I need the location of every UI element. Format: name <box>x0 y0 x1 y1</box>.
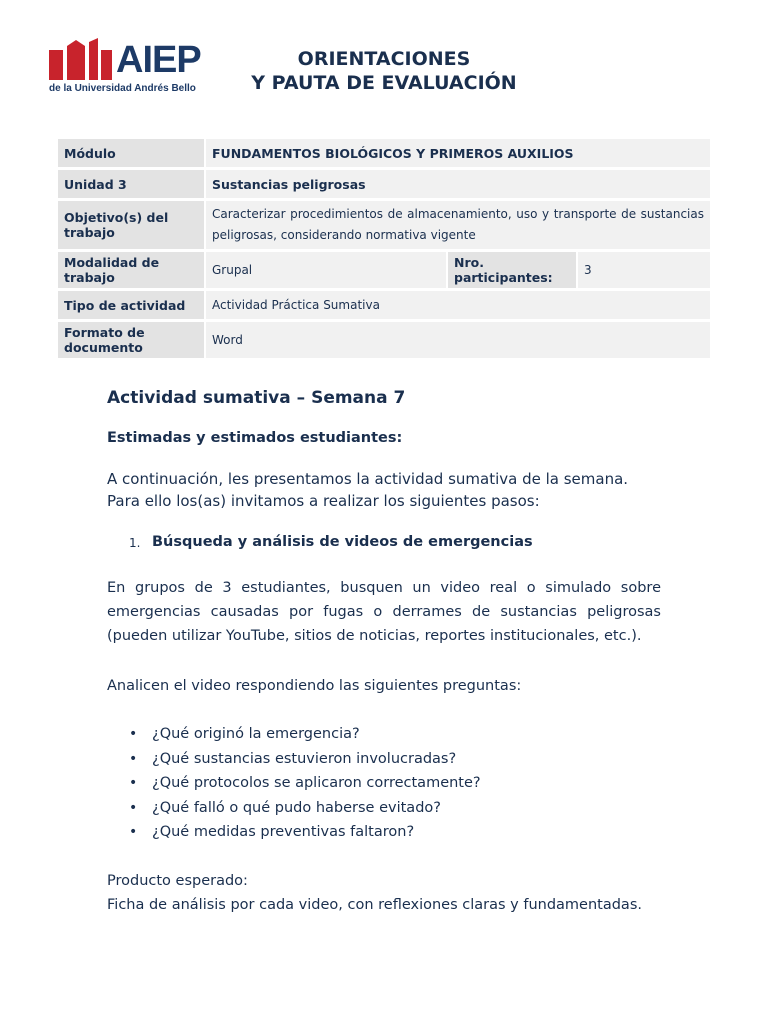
document-title <box>200 47 568 95</box>
question-text: ¿Qué falló o qué pudo haberse evitado? <box>152 799 441 816</box>
question-text: ¿Qué originó la emergencia? <box>152 726 360 742</box>
modalidad-label: Modalidad de trabajo <box>58 252 204 288</box>
participantes-value: 3 <box>578 252 710 288</box>
question-text: ¿Qué protocolos se aplicaron correctamente? <box>152 775 481 791</box>
list-item <box>129 722 661 747</box>
objetivo-label: Objetivo(s) del trabajo <box>58 201 204 249</box>
step-title: Búsqueda y análisis de videos de emergencias <box>152 534 533 550</box>
list-item <box>129 820 661 845</box>
intro-paragraph: A continuación, les presentamos la actividad sumativa de la semana. Para ello los(as) invitamos a realizar los siguientes pasos: <box>107 470 629 510</box>
questions-list <box>107 722 661 845</box>
activity-content <box>107 388 661 917</box>
bullet-icon: • <box>129 775 138 791</box>
step-1 <box>107 534 661 550</box>
unidad-label: Unidad 3 <box>58 170 204 198</box>
logo-brand-text: AIEP <box>116 39 201 81</box>
bullet-icon: • <box>129 824 138 840</box>
instructions-paragraph: En grupos de 3 estudiantes, busquen un video real o simulado sobre emergencias causadas por fugas o derrames de sustancias peligrosas (pueden utilizar YouTube, sitios de noticias, reportes institucionales, etc.). <box>107 580 661 644</box>
greeting: Estimadas y estimados estudiantes: <box>107 430 403 446</box>
modulo-value: FUNDAMENTOS BIOLÓGICOS Y PRIMEROS AUXILIOS <box>206 139 710 167</box>
list-item <box>129 771 661 796</box>
modalidad-value: Grupal <box>206 252 446 288</box>
question-text: ¿Qué sustancias estuvieron involucradas? <box>152 750 457 767</box>
product-text: Ficha de análisis por cada video, con reflexiones claras y fundamentadas. <box>107 896 642 913</box>
bullet-icon: • <box>129 750 138 767</box>
question-text: ¿Qué medidas preventivas faltaron? <box>152 824 415 840</box>
modulo-label: Módulo <box>58 139 204 167</box>
table-row-modulo <box>58 139 710 167</box>
list-item <box>129 796 661 821</box>
title-line-1: ORIENTACIONES <box>297 48 471 70</box>
table-row-objetivo <box>58 201 710 249</box>
table-row-modalidad <box>58 252 710 288</box>
formato-label: Formato de documento <box>58 322 204 358</box>
aiep-logo <box>48 38 213 100</box>
table-row-formato <box>58 322 710 358</box>
activity-heading: Actividad sumativa – Semana 7 <box>107 388 406 408</box>
unidad-value: Sustancias peligrosas <box>206 170 710 198</box>
aiep-logo-mark-icon <box>48 38 114 80</box>
table-row-unidad <box>58 170 710 198</box>
product-label: Producto esperado: <box>107 872 248 889</box>
objetivo-value: Caracterizar procedimientos de almacenamiento, uso y transporte de sustancias peligrosas, considerando normativa vigente <box>206 201 710 249</box>
expected-product <box>107 869 661 917</box>
bullet-icon: • <box>129 726 138 742</box>
step-number: 1. <box>129 536 141 550</box>
title-line-2: Y PAUTA DE EVALUACIÓN <box>251 72 517 94</box>
questions-intro: Analicen el video respondiendo las siguientes preguntas: <box>107 678 522 694</box>
tipo-value: Actividad Práctica Sumativa <box>206 291 710 319</box>
formato-value: Word <box>206 322 710 358</box>
list-item <box>129 747 661 772</box>
bullet-icon: • <box>129 799 138 816</box>
tipo-label: Tipo de actividad <box>58 291 204 319</box>
course-info-table <box>56 136 712 361</box>
participantes-label: Nro. participantes: <box>448 252 576 288</box>
logo-subtitle: de la Universidad Andrés Bello <box>49 83 196 94</box>
table-row-tipo <box>58 291 710 319</box>
